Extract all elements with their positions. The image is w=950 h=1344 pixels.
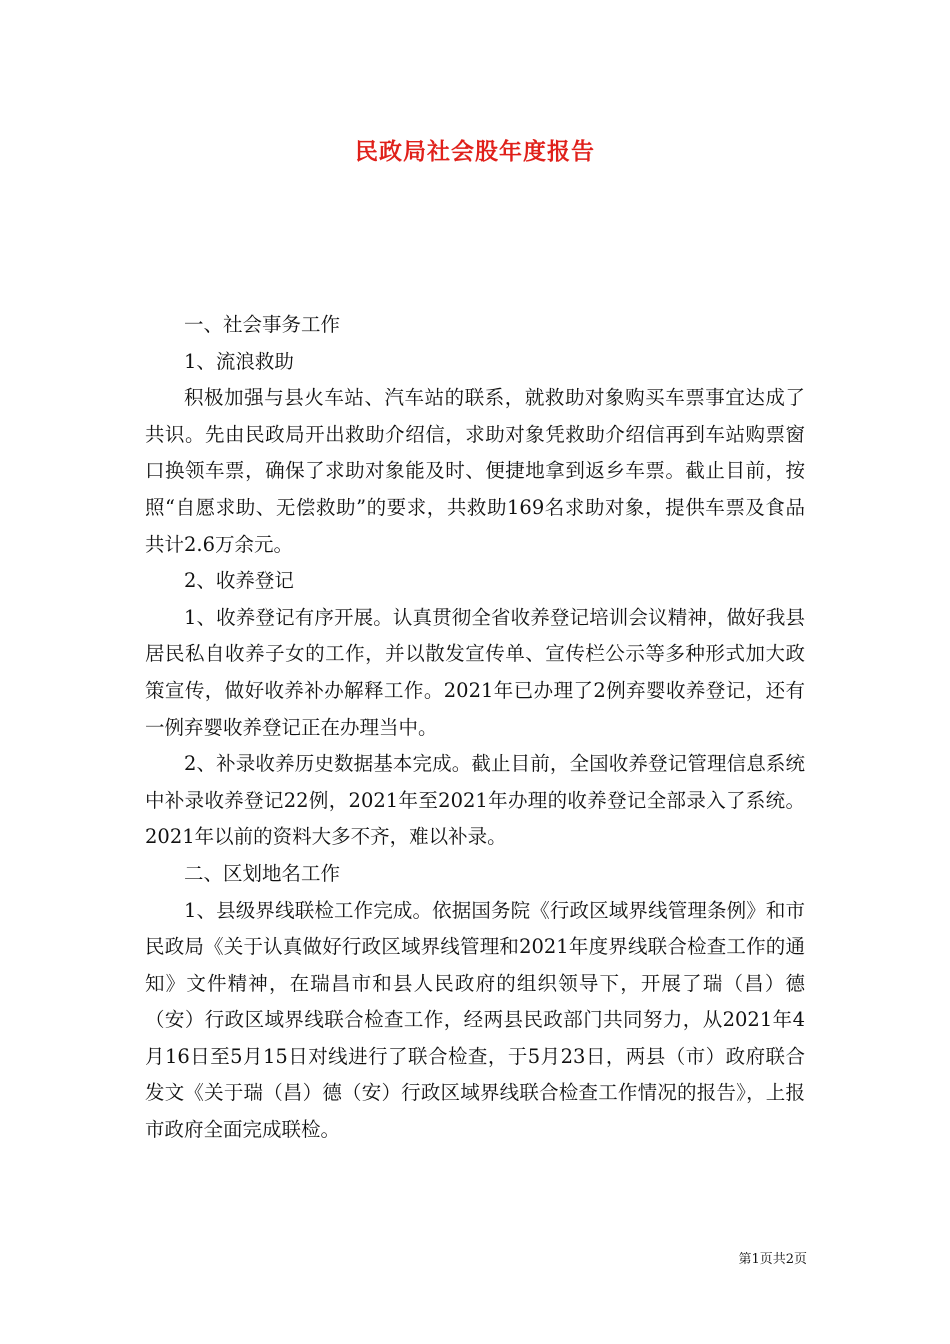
paragraph-boundary-inspection: 1、县级界线联检工作完成。依据国务院《行政区域界线管理条例》和市民政局《关于认真做好行政区域界线管理和2021年度界线联合检查工作的通知》文件精神，在瑞昌市和县人民政府的组织领导下，开展了瑞（昌）德（安）行政区域界线联合检查工作，经两县民政部门共同努力，从2021年4月16日至5月15日对线进行了联合检查，于5月23日，两县（市）政府联合发文《关于瑞（昌）德（安）行政区域界线联合检查工作情况的报告》，上报市政府全面完成联检。 xyxy=(145,898,805,1142)
subsection-heading-vagrant-relief: 1、流浪救助 xyxy=(184,349,294,373)
document-body xyxy=(145,307,805,1149)
paragraph-adoption-history-data: 2、补录收养历史数据基本完成。截止目前，全国收养登记管理信息系统中补录收养登记22例，2021年至2021年办理的收养登记全部录入了系统。2021年以前的资料大多不齐，难以补录。 xyxy=(145,752,805,849)
page-number: 第1页共2页 xyxy=(738,1252,807,1267)
section-heading-social-affairs: 一、社会事务工作 xyxy=(184,313,341,336)
subsection-heading-adoption-registration: 2、收养登记 xyxy=(184,569,294,593)
paragraph-vagrant-relief: 积极加强与县火车站、汽车站的联系，就救助对象购买车票事宜达成了共识。先由民政局开出救助介绍信，求助对象凭救助介绍信再到车站购票窗口换领车票，确保了求助对象能及时、便捷地拿到返乡车票。截止目前，按照“自愿求助、无偿救助”的要求，共救助169名求助对象，提供车票及食品共计2.6万余元。 xyxy=(145,386,805,556)
section-heading-division-placename: 二、区划地名工作 xyxy=(184,861,341,885)
paragraph-adoption-orderly: 1、收养登记有序开展。认真贯彻全省收养登记培训会议精神，做好我县居民私自收养子女的工作，并以散发宣传单、宣传栏公示等多种形式加大政策宣传，做好收养补办解释工作。2021年已办理了2例弃婴收养登记，还有一例弃婴收养登记正在办理当中。 xyxy=(145,605,805,739)
document-title: 民政局社会股年度报告 xyxy=(355,138,595,165)
